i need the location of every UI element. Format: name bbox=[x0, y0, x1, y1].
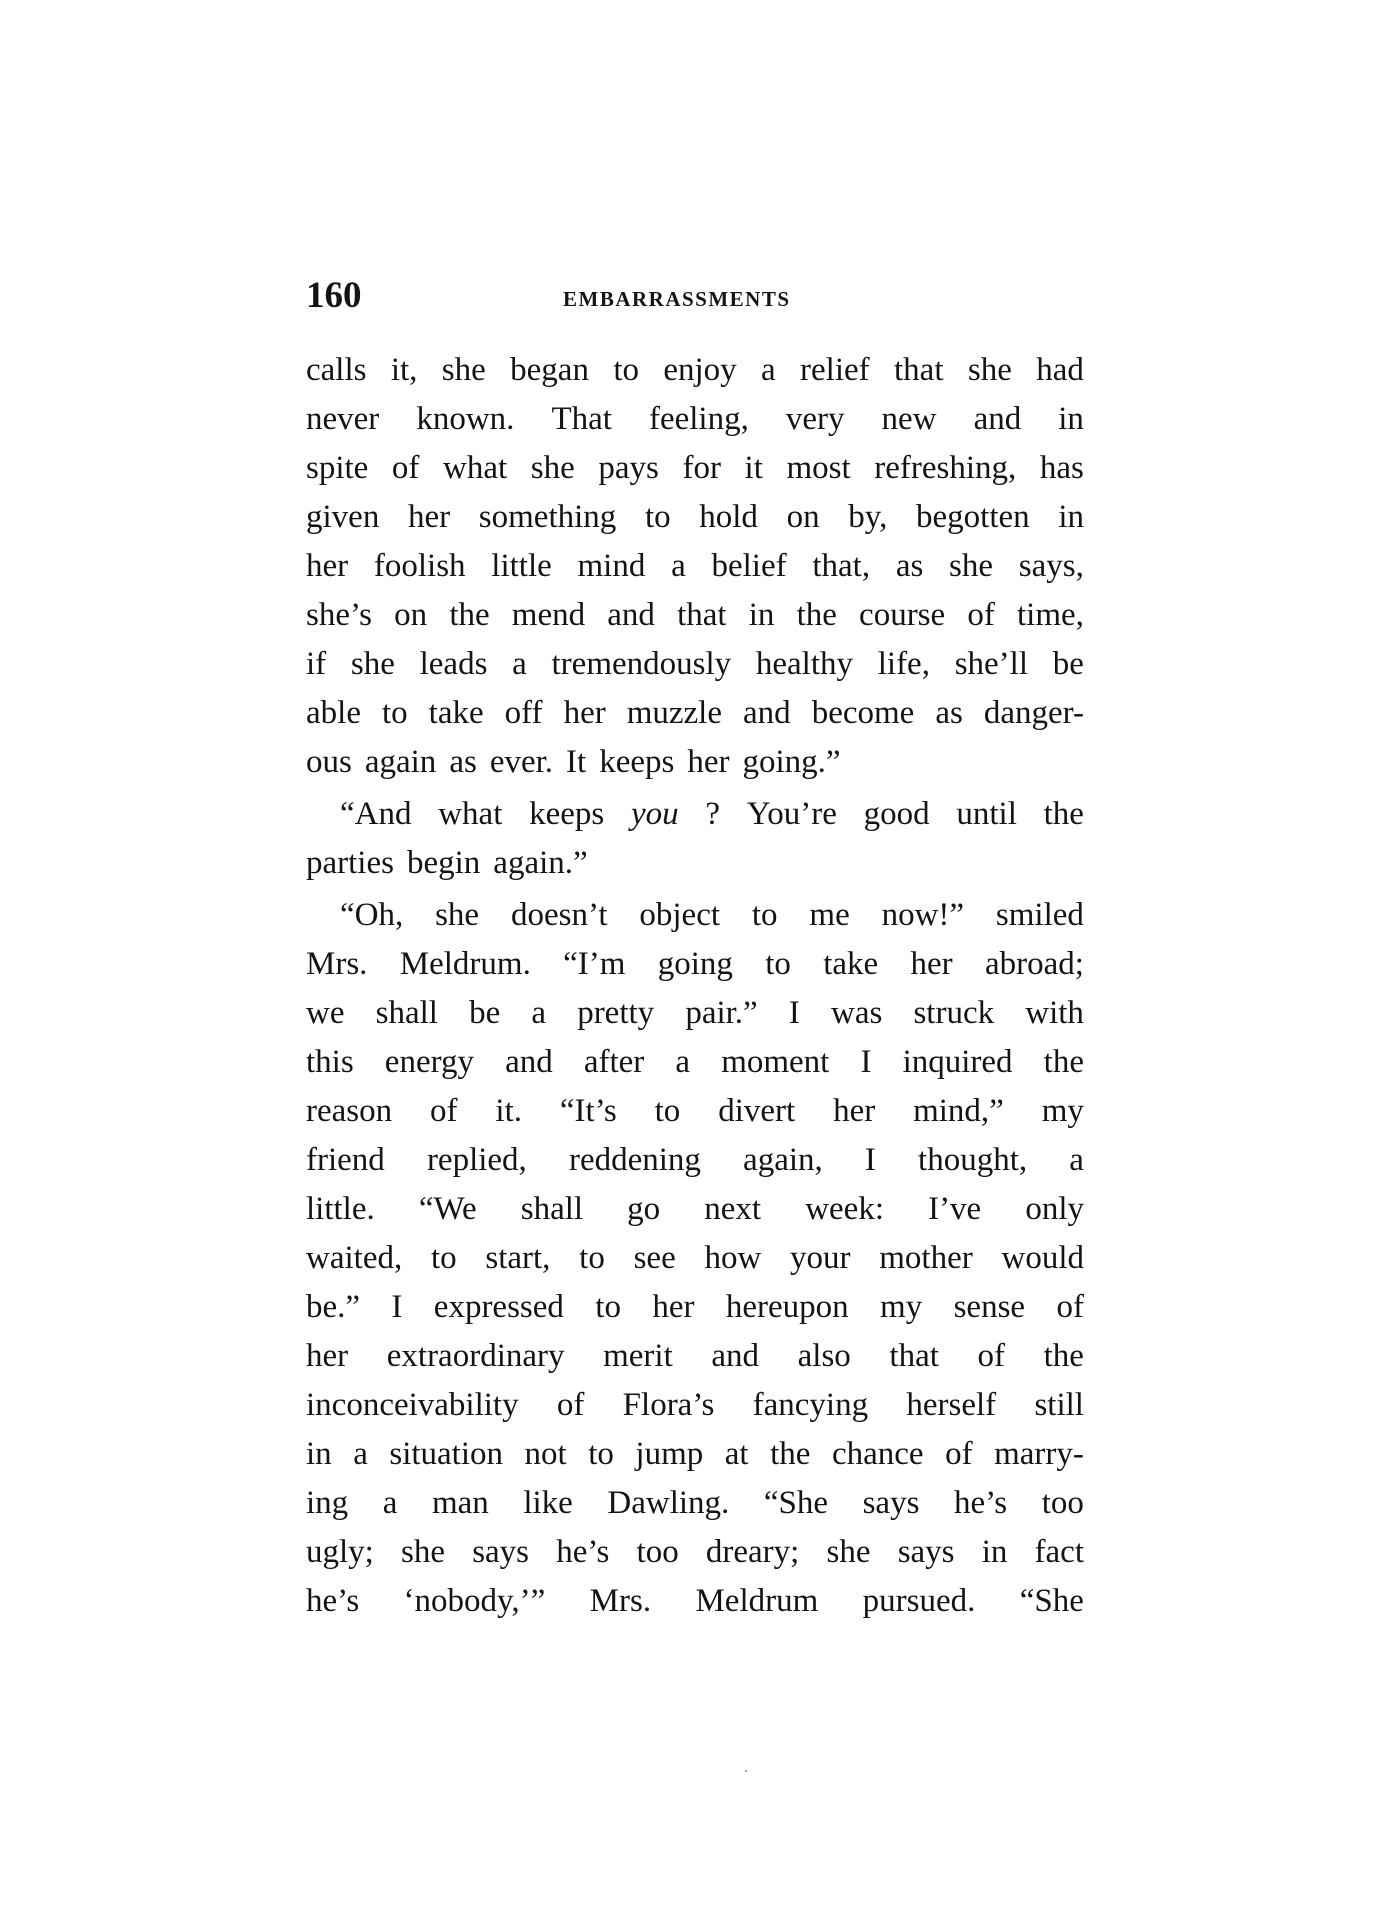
text-line: this energy and after a moment I inquired the bbox=[306, 1044, 1084, 1080]
page-header bbox=[306, 272, 1086, 320]
text-line: her foolish little mind a belief that, as she says, bbox=[306, 548, 1084, 584]
text-line: calls it, she began to enjoy a relief that she had bbox=[306, 352, 1084, 388]
text-line: he’s ‘nobody,’” Mrs. Meldrum pursued. “She bbox=[306, 1583, 1084, 1619]
text-line: reason of it. “It’s to divert her mind,” my bbox=[306, 1093, 1084, 1129]
text-line: spite of what she pays for it most refreshing, has bbox=[306, 450, 1084, 486]
text-line: inconceivability of Flora’s fancying herself still bbox=[306, 1387, 1084, 1423]
text-line: ing a man like Dawling. “She says he’s too bbox=[306, 1485, 1084, 1521]
text-line: “Oh, she doesn’t object to me now!” smiled bbox=[340, 897, 1084, 933]
text-line: able to take off her muzzle and become as danger- bbox=[306, 695, 1084, 731]
running-head: EMBARRASSMENTS bbox=[563, 287, 791, 311]
page-number: 160 bbox=[306, 275, 362, 316]
text-line: if she leads a tremendously healthy life, she’ll be bbox=[306, 646, 1084, 682]
text-line: be.” I expressed to her hereupon my sense of bbox=[306, 1289, 1084, 1325]
text-line: her extraordinary merit and also that of the bbox=[306, 1338, 1084, 1374]
body-text bbox=[306, 346, 1084, 1626]
text-line: “And what keeps you ? You’re good until the bbox=[340, 796, 1084, 832]
text-line: never known. That feeling, very new and in bbox=[306, 401, 1084, 437]
text-line: waited, to start, to see how your mother would bbox=[306, 1240, 1084, 1276]
text-line: given her something to hold on by, begotten in bbox=[306, 499, 1084, 535]
text-line: parties begin again.” bbox=[306, 845, 588, 881]
text-line: little. “We shall go next week: I’ve only bbox=[306, 1191, 1084, 1227]
text-line: she’s on the mend and that in the course of time, bbox=[306, 597, 1084, 633]
text-line: friend replied, reddening again, I thought, a bbox=[306, 1142, 1084, 1178]
speck-mark bbox=[745, 1770, 747, 1772]
text-line: Mrs. Meldrum. “I’m going to take her abroad; bbox=[306, 946, 1084, 982]
text-line: we shall be a pretty pair.” I was struck with bbox=[306, 995, 1084, 1031]
text-line: ugly; she says he’s too dreary; she says in fact bbox=[306, 1534, 1084, 1570]
text-line: ous again as ever. It keeps her going.” bbox=[306, 744, 841, 780]
text-line: in a situation not to jump at the chance of marry- bbox=[306, 1436, 1084, 1472]
